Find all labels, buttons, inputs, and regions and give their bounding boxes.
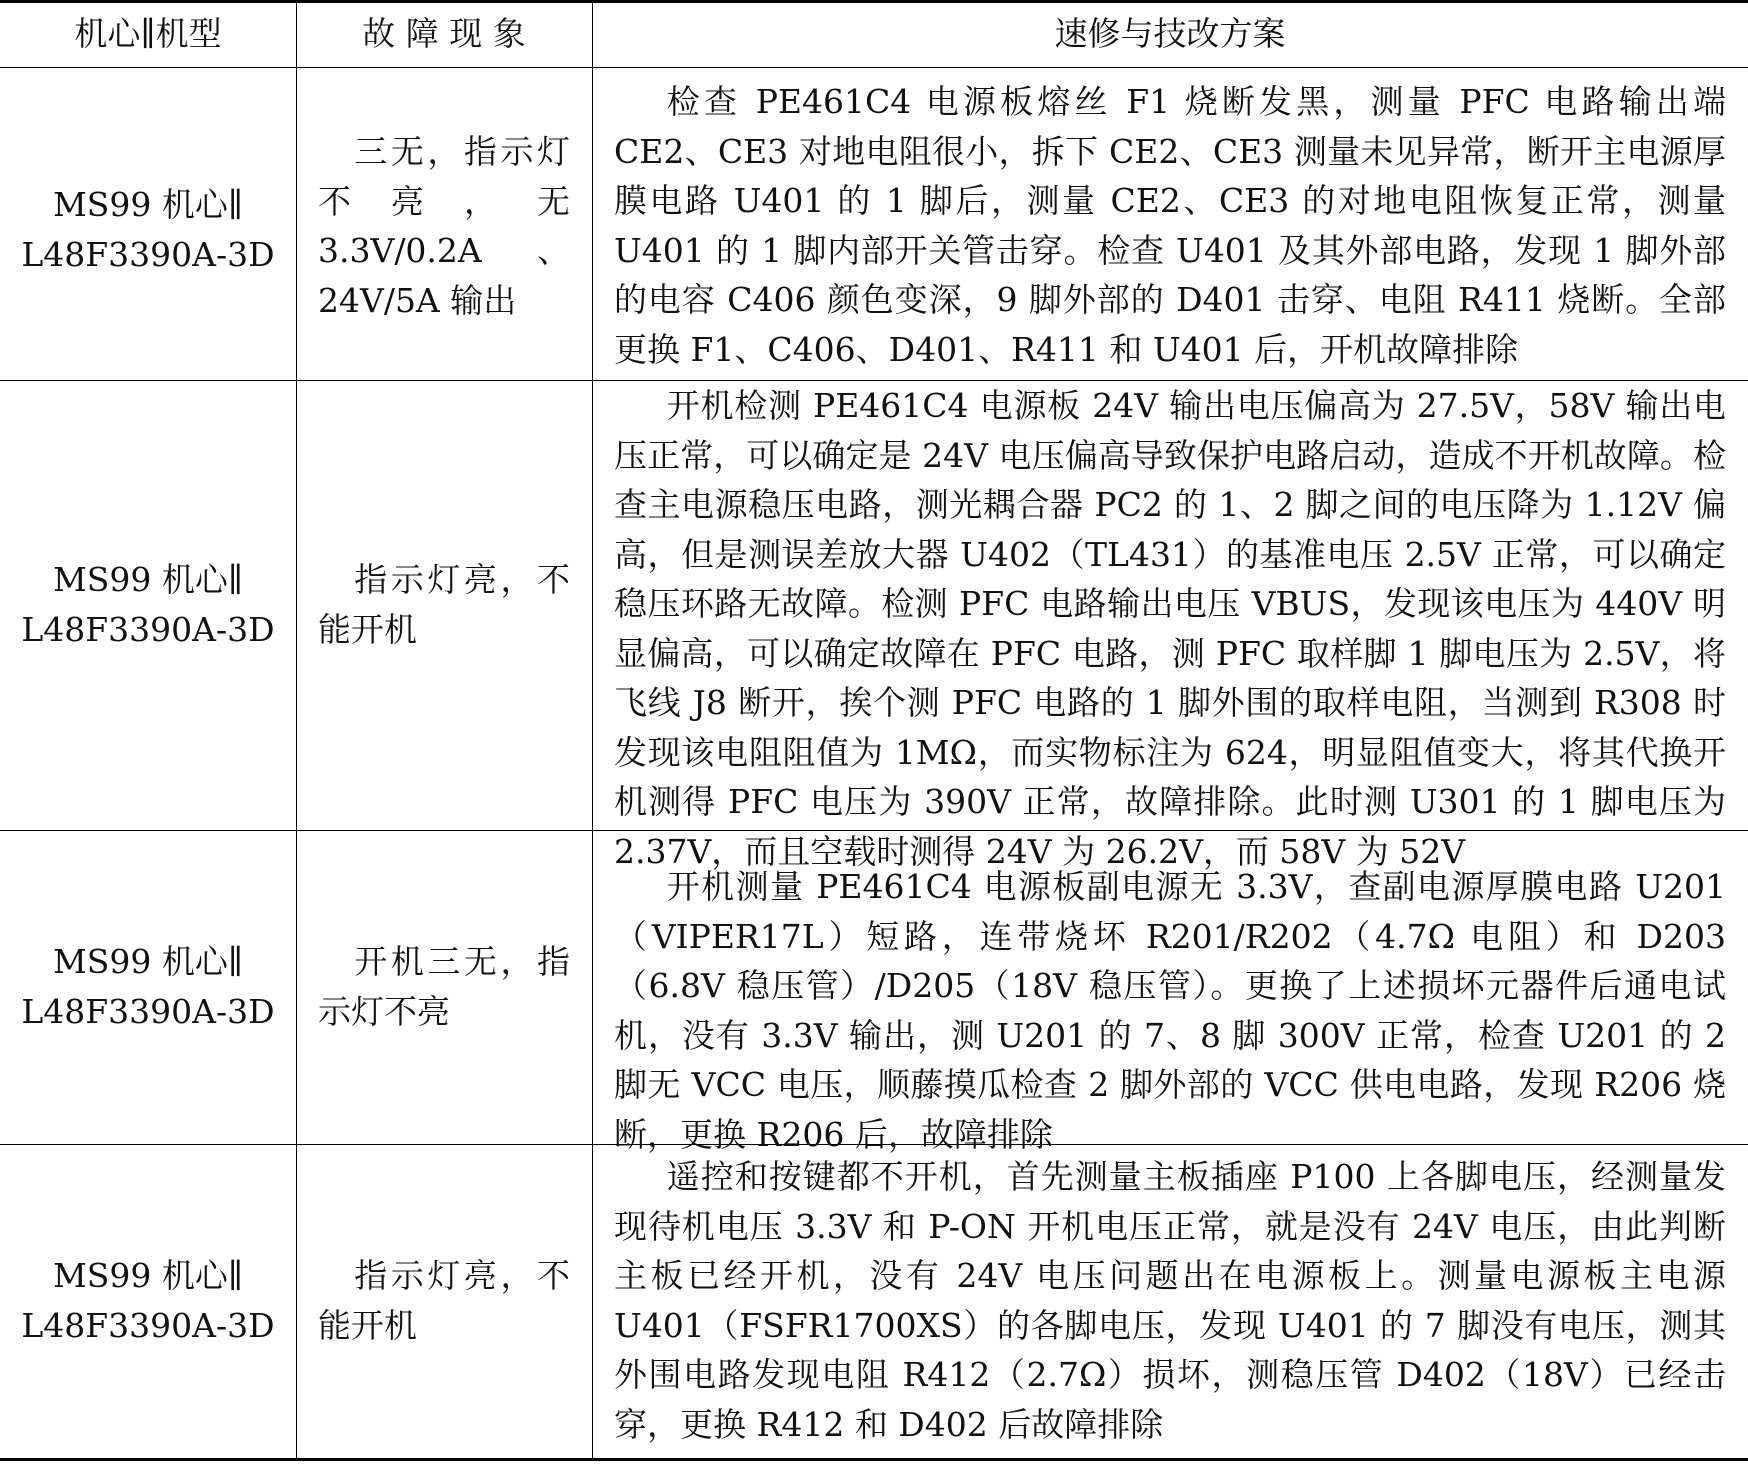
row4-model [0, 1251, 296, 1350]
row4-model-line2: L48F3390A-3D [21, 1305, 275, 1345]
header-solution: 速修与技改方案 [1054, 14, 1286, 53]
row1-model-line2: L48F3390A-3D [21, 234, 275, 274]
column-divider-1 [296, 0, 297, 1461]
row4-solution: 遥控和按键都不开机，首先测量主板插座 P100 上各脚电压，经测量发现待机电压 3.3V 和 P-ON 开机电压正常，就是没有 24V 电压，由此判断主板已经开机，没有 24V 电压问题出在电源板上。测量电源板主电源 U401（FSFR1700XS）的各脚电压，发现 U401 的 7 脚没有电压，测其外围电路发现电阻 R412（2.7Ω）损坏，测稳压管 D402（18V）已经击穿，更换 R412 和 D402 后故障排除 [614, 1157, 1726, 1444]
row3-model [0, 937, 296, 1036]
column-divider-2 [592, 0, 593, 1461]
row2-model-line1: MS99 机心∥ [52, 560, 244, 599]
row4-fault: 指示灯亮，不能开机 [318, 1256, 570, 1345]
row1-model [0, 180, 296, 279]
row1-model-line1: MS99 机心∥ [52, 185, 244, 224]
row2-model-line2: L48F3390A-3D [21, 609, 275, 649]
header-fault: 故 障 现 象 [362, 14, 526, 53]
row3-fault: 开机三无，指示灯不亮 [318, 942, 570, 1031]
row1-fault: 三无，指示灯不亮，无 3.3V/0.2A、 24V/5A 输出 [318, 132, 570, 320]
row1-solution: 检查 PE461C4 电源板熔丝 F1 烧断发黑，测量 PFC 电路输出端 CE2、CE3 对地电阻很小，拆下 CE2、CE3 测量未见异常，断开主电源厚膜电路 U401 的 1 脚后，测量 CE2、CE3 的对地电阻恢复正常，测量 U401 的 1 脚内部开关管击穿。检查 U401 及其外部电路，发现 1 脚外部的电容 C406 颜色变深，9 脚外部的 D401 击穿、电阻 R411 烧断。全部更换 F1、C406、D401、R411 和 U401 后，开机故障排除 [614, 82, 1726, 369]
table-top-border [0, 0, 1748, 3]
header-divider [0, 67, 1748, 68]
header-model: 机心∥机型 [74, 14, 222, 53]
table-bottom-border [0, 1458, 1748, 1461]
row2-model [0, 555, 296, 654]
row3-model-line2: L48F3390A-3D [21, 991, 275, 1031]
row2-solution: 开机检测 PE461C4 电源板 24V 输出电压偏高为 27.5V，58V 输出电压正常，可以确定是 24V 电压偏高导致保护电路启动，造成不开机故障。检查主电源稳压电路，测光耦合器 PC2 的 1、2 脚之间的电压降为 1.12V 偏高，但是测误差放大器 U402（TL431）的基准电压 2.5V 正常，可以确定稳压环路无故障。检测 PFC 电路输出电压 VBUS，发现该电压为 440V 明显偏高，可以确定故障在 PFC 电路，测 PFC 取样脚 1 脚电压为 2.5V，将飞线 J8 断开，挨个测 PFC 电路的 1 脚外围的取样电阻，当测到 R308 时发现该电阻阻值为 1MΩ，而实物标注为 624，明显阻值变大，将其代换开机测得 PFC 电压为 390V 正常，故障排除。此时测 U301 的 1 脚电压为 2.37V，而且空载时测得 24V 为 26.2V，而 58V 为 52V [614, 386, 1726, 871]
row4-model-line1: MS99 机心∥ [52, 1256, 244, 1295]
row3-solution: 开机测量 PE461C4 电源板副电源无 3.3V，查副电源厚膜电路 U201（VIPER17L）短路，连带烧坏 R201/R202（4.7Ω 电阻）和 D203（6.8V 稳压管）/D205（18V 稳压管）。更换了上述损坏元器件后通电试机，没有 3.3V 输出，测 U201 的 7、8 脚 300V 正常，检查 U201 的 2 脚无 VCC 电压，顺藤摸瓜检查 2 脚外部的 VCC 供电电路，发现 R206 烧断，更换 R206 后，故障排除 [614, 867, 1726, 1154]
row2-fault: 指示灯亮，不能开机 [318, 560, 570, 649]
row3-model-line1: MS99 机心∥ [52, 942, 244, 981]
